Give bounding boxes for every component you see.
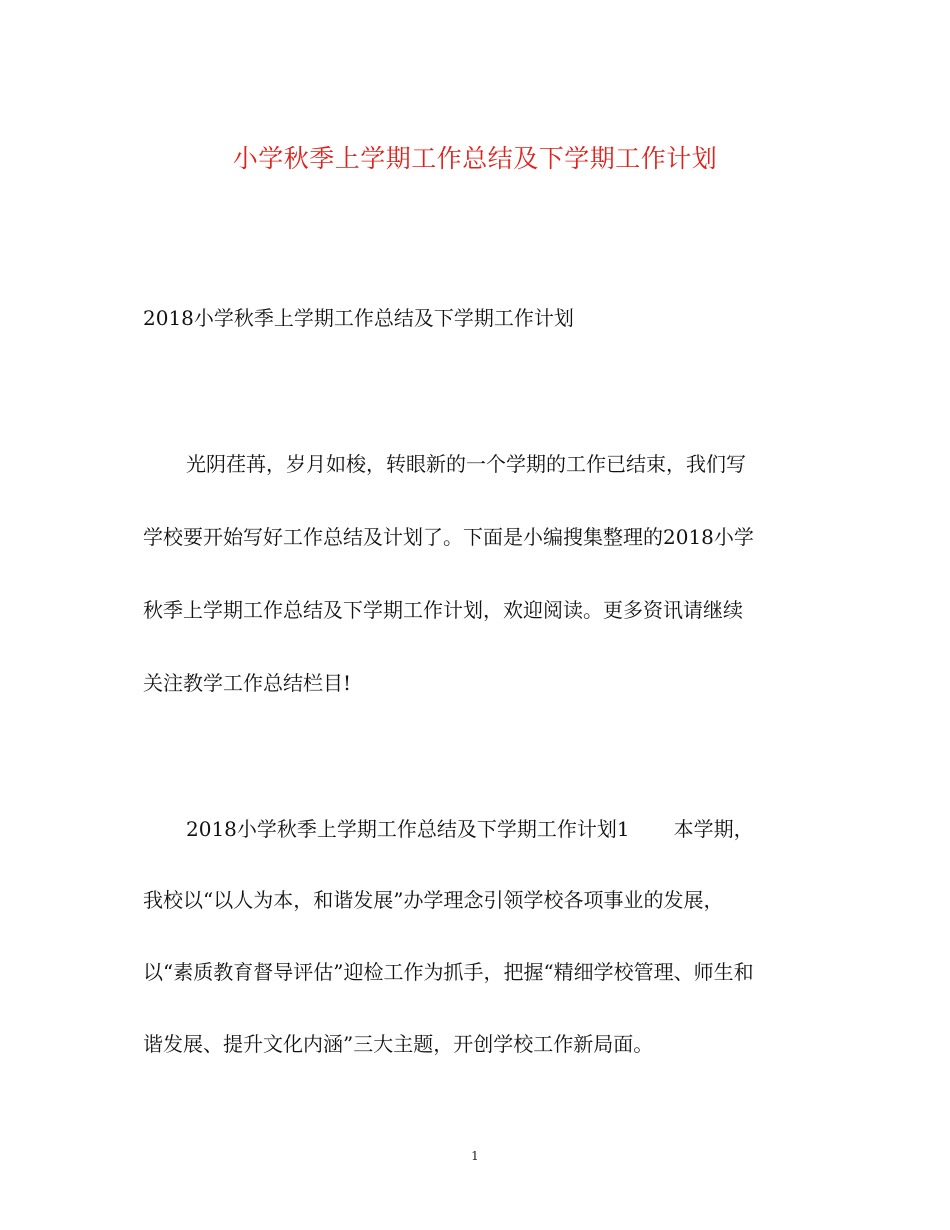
paragraph-line [186,815,856,843]
section-text: 本学期， [673,817,754,841]
paragraph-line: 学校要开始写好工作总结及计划了。下面是小编搜集整理的2018小学 [143,525,754,549]
document-title: 小学秋季上学期工作总结及下学期工作计划 [232,144,718,173]
section-heading: 2018小学秋季上学期工作总结及下学期工作计划1 [186,817,630,841]
paragraph-line: 关注教学工作总结栏目! [143,671,352,695]
page-number: 1 [471,1149,479,1163]
paragraph-line: 谐发展、提升文化内涵”三大主题，开创学校工作新局面。 [143,1032,654,1056]
paragraph-line: 光阴荏苒，岁月如梭，转眼新的一个学期的工作已结束，我们写 [186,452,746,476]
paragraph-line: 我校以“以人为本，和谐发展”办学理念引领学校各项事业的发展， [143,888,724,912]
paragraph-line: 秋季上学期工作总结及下学期工作计划，欢迎阅读。更多资讯请继续 [143,598,743,622]
document-subtitle: 2018小学秋季上学期工作总结及下学期工作计划 [143,306,574,330]
paragraph-line: 以“素质教育督导评估”迎检工作为抓手，把握“精细学校管理、师生和 [143,960,754,984]
